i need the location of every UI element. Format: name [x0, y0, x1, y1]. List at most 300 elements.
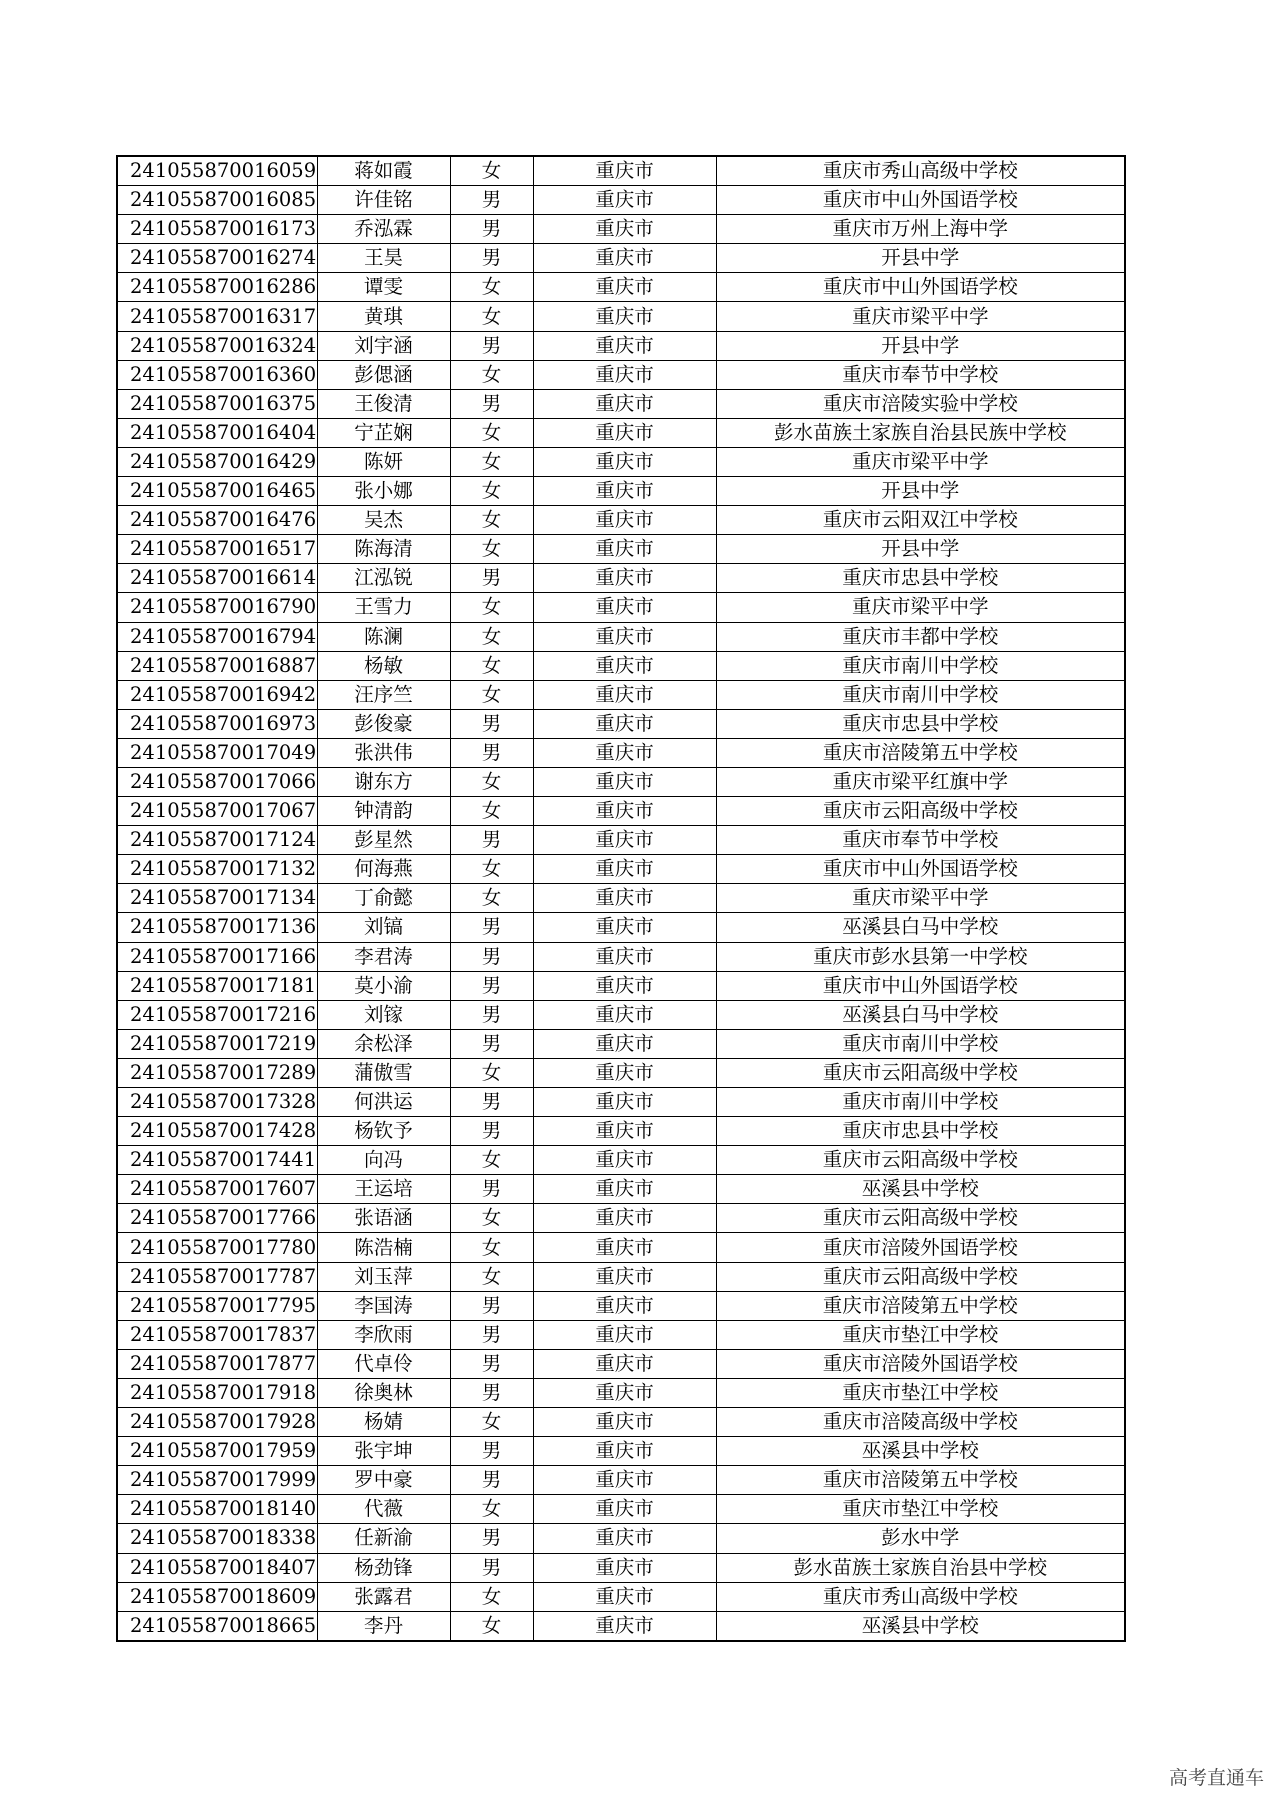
candidate-id-cell: 241055870016887: [117, 651, 317, 680]
province-cell: 重庆市: [533, 186, 716, 215]
table-row: [117, 360, 1125, 389]
table-row: [117, 1320, 1125, 1349]
school-cell: 重庆市云阳双江中学校: [716, 506, 1125, 535]
candidate-id-cell: 241055870016286: [117, 273, 317, 302]
province-cell: 重庆市: [533, 1378, 716, 1407]
table-row: [117, 1408, 1125, 1437]
school-cell: 巫溪县白马中学校: [716, 913, 1125, 942]
province-cell: 重庆市: [533, 709, 716, 738]
table-row: [117, 622, 1125, 651]
school-cell: 重庆市南川中学校: [716, 1088, 1125, 1117]
school-cell: 开县中学: [716, 244, 1125, 273]
province-cell: 重庆市: [533, 1000, 716, 1029]
name-cell: 向冯: [317, 1146, 450, 1175]
province-cell: 重庆市: [533, 389, 716, 418]
gender-cell: 女: [450, 360, 533, 389]
table-row: [117, 1117, 1125, 1146]
candidate-id-cell: 241055870017959: [117, 1437, 317, 1466]
name-cell: 蒋如霞: [317, 156, 450, 186]
candidate-id-cell: 241055870016173: [117, 215, 317, 244]
table-row: [117, 1466, 1125, 1495]
candidate-id-cell: 241055870016085: [117, 186, 317, 215]
gender-cell: 男: [450, 244, 533, 273]
gender-cell: 女: [450, 593, 533, 622]
province-cell: 重庆市: [533, 593, 716, 622]
table-row: [117, 1088, 1125, 1117]
table-row: [117, 1553, 1125, 1582]
candidate-id-cell: 241055870017441: [117, 1146, 317, 1175]
gender-cell: 女: [450, 767, 533, 796]
gender-cell: 女: [450, 506, 533, 535]
table-row: [117, 1291, 1125, 1320]
name-cell: 杨敏: [317, 651, 450, 680]
province-cell: 重庆市: [533, 1088, 716, 1117]
school-cell: 开县中学: [716, 477, 1125, 506]
candidate-id-cell: 241055870016360: [117, 360, 317, 389]
candidate-id-cell: 241055870016517: [117, 535, 317, 564]
school-cell: 重庆市南川中学校: [716, 680, 1125, 709]
candidate-id-cell: 241055870017289: [117, 1058, 317, 1087]
name-cell: 谭雯: [317, 273, 450, 302]
table-row: [117, 564, 1125, 593]
candidate-id-cell: 241055870017134: [117, 884, 317, 913]
school-cell: 重庆市涪陵外国语学校: [716, 1349, 1125, 1378]
school-cell: 重庆市涪陵第五中学校: [716, 1466, 1125, 1495]
province-cell: 重庆市: [533, 767, 716, 796]
name-cell: 王运培: [317, 1175, 450, 1204]
province-cell: 重庆市: [533, 651, 716, 680]
gender-cell: 女: [450, 1611, 533, 1641]
table-row: [117, 1437, 1125, 1466]
candidate-id-cell: 241055870018140: [117, 1495, 317, 1524]
school-cell: 重庆市垫江中学校: [716, 1378, 1125, 1407]
name-cell: 刘镐: [317, 913, 450, 942]
gender-cell: 男: [450, 1320, 533, 1349]
province-cell: 重庆市: [533, 971, 716, 1000]
gender-cell: 女: [450, 1582, 533, 1611]
province-cell: 重庆市: [533, 535, 716, 564]
province-cell: 重庆市: [533, 156, 716, 186]
school-cell: 开县中学: [716, 535, 1125, 564]
gender-cell: 女: [450, 535, 533, 564]
candidate-id-cell: 241055870016317: [117, 302, 317, 331]
candidate-id-cell: 241055870017766: [117, 1204, 317, 1233]
name-cell: 何海燕: [317, 855, 450, 884]
name-cell: 何洪运: [317, 1088, 450, 1117]
table-row: [117, 826, 1125, 855]
gender-cell: 女: [450, 156, 533, 186]
table-row: [117, 1611, 1125, 1641]
table-row: [117, 1175, 1125, 1204]
gender-cell: 女: [450, 1262, 533, 1291]
gender-cell: 男: [450, 1378, 533, 1407]
name-cell: 李君涛: [317, 942, 450, 971]
table-row: [117, 709, 1125, 738]
candidate-id-cell: 241055870017067: [117, 797, 317, 826]
table-row: [117, 651, 1125, 680]
gender-cell: 男: [450, 709, 533, 738]
table-row: [117, 971, 1125, 1000]
gender-cell: 女: [450, 1495, 533, 1524]
gender-cell: 男: [450, 1437, 533, 1466]
candidate-id-cell: 241055870018609: [117, 1582, 317, 1611]
gender-cell: 女: [450, 1146, 533, 1175]
gender-cell: 女: [450, 477, 533, 506]
candidate-id-cell: 241055870017124: [117, 826, 317, 855]
name-cell: 吴杰: [317, 506, 450, 535]
candidate-id-cell: 241055870017066: [117, 767, 317, 796]
school-cell: 重庆市涪陵外国语学校: [716, 1233, 1125, 1262]
gender-cell: 女: [450, 1204, 533, 1233]
gender-cell: 女: [450, 884, 533, 913]
province-cell: 重庆市: [533, 215, 716, 244]
name-cell: 莫小渝: [317, 971, 450, 1000]
school-cell: 彭水中学: [716, 1524, 1125, 1553]
name-cell: 王俊清: [317, 389, 450, 418]
candidate-id-cell: 241055870017428: [117, 1117, 317, 1146]
name-cell: 刘玉萍: [317, 1262, 450, 1291]
gender-cell: 女: [450, 1058, 533, 1087]
table-row: [117, 680, 1125, 709]
candidate-id-cell: 241055870017837: [117, 1320, 317, 1349]
table-row: [117, 1524, 1125, 1553]
province-cell: 重庆市: [533, 1291, 716, 1320]
table-row: [117, 1146, 1125, 1175]
candidate-id-cell: 241055870017877: [117, 1349, 317, 1378]
table-row: [117, 535, 1125, 564]
table-row: [117, 767, 1125, 796]
name-cell: 罗中豪: [317, 1466, 450, 1495]
school-cell: 重庆市云阳高级中学校: [716, 1058, 1125, 1087]
table-row: [117, 593, 1125, 622]
name-cell: 王雪力: [317, 593, 450, 622]
candidate-id-cell: 241055870017607: [117, 1175, 317, 1204]
name-cell: 张宇坤: [317, 1437, 450, 1466]
school-cell: 重庆市涪陵高级中学校: [716, 1408, 1125, 1437]
school-cell: 开县中学: [716, 331, 1125, 360]
gender-cell: 男: [450, 1175, 533, 1204]
school-cell: 重庆市梁平中学: [716, 593, 1125, 622]
gender-cell: 女: [450, 651, 533, 680]
province-cell: 重庆市: [533, 477, 716, 506]
table-row: [117, 913, 1125, 942]
province-cell: 重庆市: [533, 1553, 716, 1582]
candidate-id-cell: 241055870016794: [117, 622, 317, 651]
gender-cell: 男: [450, 186, 533, 215]
province-cell: 重庆市: [533, 506, 716, 535]
table-row: [117, 418, 1125, 447]
school-cell: 重庆市中山外国语学校: [716, 855, 1125, 884]
name-cell: 代卓伶: [317, 1349, 450, 1378]
table-row: [117, 1000, 1125, 1029]
name-cell: 陈浩楠: [317, 1233, 450, 1262]
table-row: [117, 1495, 1125, 1524]
table-row: [117, 447, 1125, 476]
candidate-id-cell: 241055870016059: [117, 156, 317, 186]
table-row: [117, 302, 1125, 331]
province-cell: 重庆市: [533, 1029, 716, 1058]
gender-cell: 男: [450, 826, 533, 855]
name-cell: 江泓锐: [317, 564, 450, 593]
table-row: [117, 244, 1125, 273]
school-cell: 重庆市涪陵第五中学校: [716, 1291, 1125, 1320]
name-cell: 徐奥林: [317, 1378, 450, 1407]
candidate-id-cell: 241055870016790: [117, 593, 317, 622]
school-cell: 重庆市涪陵第五中学校: [716, 738, 1125, 767]
table-row: [117, 1262, 1125, 1291]
table-row: [117, 1378, 1125, 1407]
gender-cell: 男: [450, 1029, 533, 1058]
name-cell: 陈澜: [317, 622, 450, 651]
province-cell: 重庆市: [533, 1058, 716, 1087]
school-cell: 重庆市秀山高级中学校: [716, 1582, 1125, 1611]
school-cell: 重庆市彭水县第一中学校: [716, 942, 1125, 971]
gender-cell: 男: [450, 1524, 533, 1553]
candidate-id-cell: 241055870016476: [117, 506, 317, 535]
table-row: [117, 1029, 1125, 1058]
name-cell: 张语涵: [317, 1204, 450, 1233]
candidate-id-cell: 241055870016614: [117, 564, 317, 593]
name-cell: 乔泓霖: [317, 215, 450, 244]
name-cell: 张露君: [317, 1582, 450, 1611]
candidate-id-cell: 241055870017787: [117, 1262, 317, 1291]
name-cell: 彭星然: [317, 826, 450, 855]
candidate-id-cell: 241055870016324: [117, 331, 317, 360]
candidate-id-cell: 241055870016429: [117, 447, 317, 476]
province-cell: 重庆市: [533, 738, 716, 767]
candidate-id-cell: 241055870016375: [117, 389, 317, 418]
school-cell: 彭水苗族土家族自治县民族中学校: [716, 418, 1125, 447]
candidate-id-cell: 241055870017132: [117, 855, 317, 884]
table-row: [117, 942, 1125, 971]
gender-cell: 男: [450, 1553, 533, 1582]
province-cell: 重庆市: [533, 1175, 716, 1204]
candidate-id-cell: 241055870017795: [117, 1291, 317, 1320]
school-cell: 重庆市云阳高级中学校: [716, 1204, 1125, 1233]
school-cell: 重庆市丰都中学校: [716, 622, 1125, 651]
candidate-id-cell: 241055870017328: [117, 1088, 317, 1117]
gender-cell: 男: [450, 331, 533, 360]
candidate-id-cell: 241055870017166: [117, 942, 317, 971]
school-cell: 重庆市梁平红旗中学: [716, 767, 1125, 796]
candidate-id-cell: 241055870016274: [117, 244, 317, 273]
gender-cell: 男: [450, 942, 533, 971]
school-cell: 重庆市忠县中学校: [716, 564, 1125, 593]
school-cell: 重庆市梁平中学: [716, 447, 1125, 476]
gender-cell: 女: [450, 418, 533, 447]
province-cell: 重庆市: [533, 855, 716, 884]
table-row: [117, 186, 1125, 215]
name-cell: 杨劲锋: [317, 1553, 450, 1582]
gender-cell: 男: [450, 1291, 533, 1320]
watermark-text: 高考直通车: [1168, 1767, 1264, 1789]
table-row: [117, 156, 1125, 186]
candidate-id-cell: 241055870016942: [117, 680, 317, 709]
name-cell: 杨婧: [317, 1408, 450, 1437]
school-cell: 重庆市奉节中学校: [716, 826, 1125, 855]
name-cell: 丁俞懿: [317, 884, 450, 913]
gender-cell: 女: [450, 797, 533, 826]
table-row: [117, 738, 1125, 767]
name-cell: 黄琪: [317, 302, 450, 331]
school-cell: 重庆市梁平中学: [716, 302, 1125, 331]
province-cell: 重庆市: [533, 418, 716, 447]
name-cell: 陈海清: [317, 535, 450, 564]
name-cell: 李丹: [317, 1611, 450, 1641]
table-row: [117, 1058, 1125, 1087]
school-cell: 重庆市梁平中学: [716, 884, 1125, 913]
province-cell: 重庆市: [533, 1495, 716, 1524]
name-cell: 李国涛: [317, 1291, 450, 1320]
candidate-id-cell: 241055870016465: [117, 477, 317, 506]
candidate-id-cell: 241055870017049: [117, 738, 317, 767]
province-cell: 重庆市: [533, 360, 716, 389]
name-cell: 许佳铭: [317, 186, 450, 215]
name-cell: 汪序竺: [317, 680, 450, 709]
province-cell: 重庆市: [533, 447, 716, 476]
province-cell: 重庆市: [533, 1320, 716, 1349]
province-cell: 重庆市: [533, 302, 716, 331]
gender-cell: 男: [450, 738, 533, 767]
name-cell: 任新渝: [317, 1524, 450, 1553]
province-cell: 重庆市: [533, 884, 716, 913]
school-cell: 重庆市南川中学校: [716, 651, 1125, 680]
province-cell: 重庆市: [533, 913, 716, 942]
table-row: [117, 1349, 1125, 1378]
province-cell: 重庆市: [533, 1233, 716, 1262]
gender-cell: 男: [450, 1466, 533, 1495]
table-row: [117, 477, 1125, 506]
school-cell: 重庆市云阳高级中学校: [716, 797, 1125, 826]
school-cell: 重庆市秀山高级中学校: [716, 156, 1125, 186]
name-cell: 谢东方: [317, 767, 450, 796]
table-row: [117, 389, 1125, 418]
table-row: [117, 331, 1125, 360]
province-cell: 重庆市: [533, 273, 716, 302]
table-row: [117, 1233, 1125, 1262]
school-cell: 重庆市南川中学校: [716, 1029, 1125, 1058]
table-row: [117, 273, 1125, 302]
gender-cell: 男: [450, 564, 533, 593]
gender-cell: 男: [450, 913, 533, 942]
candidate-id-cell: 241055870018407: [117, 1553, 317, 1582]
school-cell: 重庆市忠县中学校: [716, 709, 1125, 738]
school-cell: 彭水苗族土家族自治县中学校: [716, 1553, 1125, 1582]
name-cell: 陈妍: [317, 447, 450, 476]
province-cell: 重庆市: [533, 1262, 716, 1291]
name-cell: 余松泽: [317, 1029, 450, 1058]
gender-cell: 女: [450, 1233, 533, 1262]
school-cell: 重庆市万州上海中学: [716, 215, 1125, 244]
name-cell: 刘镓: [317, 1000, 450, 1029]
province-cell: 重庆市: [533, 244, 716, 273]
candidate-id-cell: 241055870016973: [117, 709, 317, 738]
candidate-id-cell: 241055870018338: [117, 1524, 317, 1553]
gender-cell: 男: [450, 1349, 533, 1378]
table-row: [117, 855, 1125, 884]
name-cell: 王昊: [317, 244, 450, 273]
name-cell: 刘宇涵: [317, 331, 450, 360]
school-cell: 重庆市涪陵实验中学校: [716, 389, 1125, 418]
gender-cell: 女: [450, 273, 533, 302]
gender-cell: 女: [450, 302, 533, 331]
province-cell: 重庆市: [533, 942, 716, 971]
school-cell: 重庆市垫江中学校: [716, 1320, 1125, 1349]
gender-cell: 女: [450, 855, 533, 884]
candidate-id-cell: 241055870017136: [117, 913, 317, 942]
gender-cell: 男: [450, 971, 533, 1000]
province-cell: 重庆市: [533, 797, 716, 826]
gender-cell: 女: [450, 622, 533, 651]
candidate-id-cell: 241055870017181: [117, 971, 317, 1000]
gender-cell: 女: [450, 447, 533, 476]
province-cell: 重庆市: [533, 1349, 716, 1378]
school-cell: 重庆市中山外国语学校: [716, 971, 1125, 1000]
province-cell: 重庆市: [533, 1146, 716, 1175]
table-row: [117, 506, 1125, 535]
candidate-id-cell: 241055870016404: [117, 418, 317, 447]
name-cell: 李欣雨: [317, 1320, 450, 1349]
candidate-id-cell: 241055870017918: [117, 1378, 317, 1407]
table-row: [117, 215, 1125, 244]
province-cell: 重庆市: [533, 1611, 716, 1641]
candidate-id-cell: 241055870017780: [117, 1233, 317, 1262]
name-cell: 彭俊豪: [317, 709, 450, 738]
roster-body: [117, 156, 1125, 1641]
school-cell: 重庆市中山外国语学校: [716, 186, 1125, 215]
school-cell: 重庆市云阳高级中学校: [716, 1146, 1125, 1175]
school-cell: 重庆市中山外国语学校: [716, 273, 1125, 302]
province-cell: 重庆市: [533, 680, 716, 709]
school-cell: 巫溪县中学校: [716, 1437, 1125, 1466]
province-cell: 重庆市: [533, 331, 716, 360]
province-cell: 重庆市: [533, 1204, 716, 1233]
table-row: [117, 1204, 1125, 1233]
gender-cell: 女: [450, 680, 533, 709]
candidate-id-cell: 241055870017219: [117, 1029, 317, 1058]
province-cell: 重庆市: [533, 1466, 716, 1495]
school-cell: 重庆市奉节中学校: [716, 360, 1125, 389]
province-cell: 重庆市: [533, 1117, 716, 1146]
student-roster-table: [116, 155, 1126, 1642]
name-cell: 代薇: [317, 1495, 450, 1524]
candidate-id-cell: 241055870018665: [117, 1611, 317, 1641]
school-cell: 巫溪县中学校: [716, 1175, 1125, 1204]
candidate-id-cell: 241055870017216: [117, 1000, 317, 1029]
name-cell: 钟清韵: [317, 797, 450, 826]
table-row: [117, 797, 1125, 826]
province-cell: 重庆市: [533, 826, 716, 855]
school-cell: 巫溪县中学校: [716, 1611, 1125, 1641]
gender-cell: 男: [450, 1000, 533, 1029]
name-cell: 张洪伟: [317, 738, 450, 767]
candidate-id-cell: 241055870017928: [117, 1408, 317, 1437]
candidate-id-cell: 241055870017999: [117, 1466, 317, 1495]
province-cell: 重庆市: [533, 1524, 716, 1553]
province-cell: 重庆市: [533, 1437, 716, 1466]
school-cell: 重庆市云阳高级中学校: [716, 1262, 1125, 1291]
name-cell: 杨钦予: [317, 1117, 450, 1146]
school-cell: 重庆市忠县中学校: [716, 1117, 1125, 1146]
name-cell: 宁芷娴: [317, 418, 450, 447]
school-cell: 巫溪县白马中学校: [716, 1000, 1125, 1029]
table-row: [117, 884, 1125, 913]
gender-cell: 男: [450, 215, 533, 244]
province-cell: 重庆市: [533, 1408, 716, 1437]
table-row: [117, 1582, 1125, 1611]
province-cell: 重庆市: [533, 622, 716, 651]
name-cell: 张小娜: [317, 477, 450, 506]
